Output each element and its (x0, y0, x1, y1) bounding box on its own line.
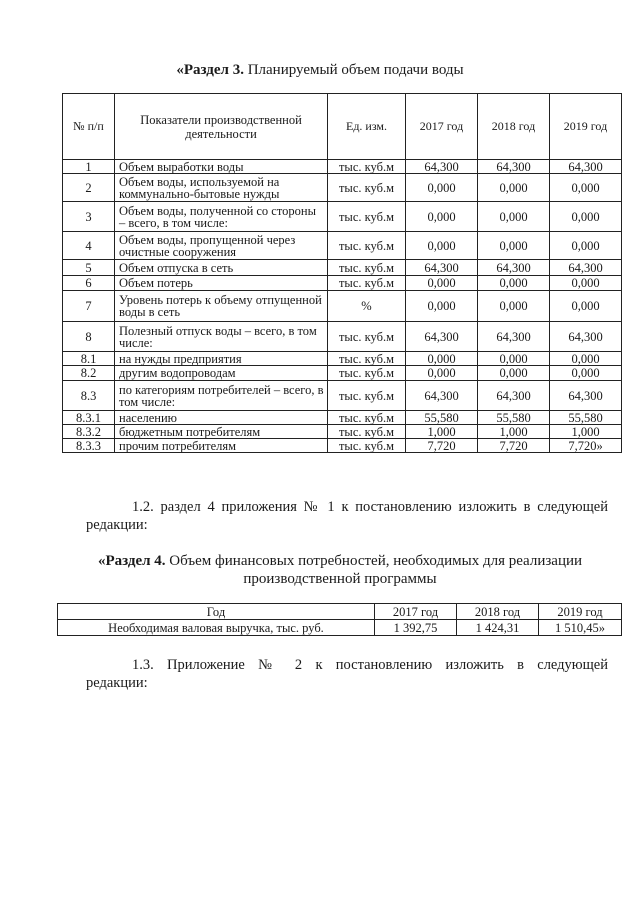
section4-title (0, 553, 640, 570)
row-unit: тыс. куб.м (328, 174, 406, 202)
value-2018: 64,300 (478, 322, 550, 352)
table-row (63, 425, 622, 439)
row-unit: тыс. куб.м (328, 439, 406, 453)
row-indicator: по категориям потребителей – всего, в том числе: (115, 381, 328, 411)
table-row (63, 276, 622, 291)
value-2017: 0,000 (406, 366, 478, 381)
value-2017: 0,000 (406, 352, 478, 366)
row-number: 3 (63, 202, 115, 232)
row-number: 8.3.2 (63, 425, 115, 439)
header-year: Год (58, 604, 375, 620)
row-number: 6 (63, 276, 115, 291)
table-header-row (63, 94, 622, 160)
row-number: 8.2 (63, 366, 115, 381)
row-number: 7 (63, 291, 115, 322)
header-2019: 2019 год (539, 604, 622, 620)
water-supply-table (62, 93, 622, 453)
value-2017: 55,580 (406, 411, 478, 425)
paragraph-1-2-line1: 1.2. раздел 4 приложения № 1 к постановлению изложить в следующей (132, 499, 608, 515)
header-2017: 2017 год (406, 94, 478, 160)
value-2018: 0,000 (478, 202, 550, 232)
paragraph-1-2-line2: редакции: (86, 517, 148, 533)
table-row (63, 232, 622, 260)
value-2017: 1 392,75 (375, 620, 457, 636)
row-label: Необходимая валовая выручка, тыс. руб. (58, 620, 375, 636)
header-2018: 2018 год (478, 94, 550, 160)
value-2019: 0,000 (550, 352, 622, 366)
value-2017: 64,300 (406, 160, 478, 174)
paragraph-1-3-line1: 1.3. Приложение № 2 к постановлению изложить в следующей (132, 657, 608, 673)
value-2018: 0,000 (478, 276, 550, 291)
value-2019: 0,000 (550, 276, 622, 291)
row-number: 8.3.1 (63, 411, 115, 425)
row-unit: тыс. куб.м (328, 260, 406, 276)
paragraph-1-3-line2: редакции: (86, 675, 148, 691)
value-2017: 64,300 (406, 260, 478, 276)
value-2018: 1,000 (478, 425, 550, 439)
value-2017: 0,000 (406, 202, 478, 232)
row-indicator: прочим потребителям (115, 439, 328, 453)
section4-title-bold: «Раздел 4. (97, 553, 166, 569)
value-2017: 7,720 (406, 439, 478, 453)
section3-title (0, 62, 640, 79)
table-row (63, 202, 622, 232)
table-row (63, 260, 622, 276)
table-row (63, 366, 622, 381)
value-2018: 1 424,31 (457, 620, 539, 636)
row-unit: тыс. куб.м (328, 411, 406, 425)
value-2017: 0,000 (406, 174, 478, 202)
row-number: 8.3 (63, 381, 115, 411)
value-2019: 64,300 (550, 260, 622, 276)
value-2018: 64,300 (478, 160, 550, 174)
row-indicator: Объем воды, пропущенной через очистные сооружения (115, 232, 328, 260)
row-indicator: бюджетным потребителям (115, 425, 328, 439)
row-indicator: Полезный отпуск воды – всего, в том числе: (115, 322, 328, 352)
value-2018: 0,000 (478, 366, 550, 381)
value-2018: 64,300 (478, 260, 550, 276)
row-indicator: Уровень потерь к объему отпущенной воды в сеть (115, 291, 328, 322)
row-unit: тыс. куб.м (328, 366, 406, 381)
value-2019: 0,000 (550, 232, 622, 260)
value-2018: 7,720 (478, 439, 550, 453)
row-number: 4 (63, 232, 115, 260)
row-indicator: другим водопроводам (115, 366, 328, 381)
row-unit: тыс. куб.м (328, 160, 406, 174)
row-unit: тыс. куб.м (328, 322, 406, 352)
value-2017: 64,300 (406, 381, 478, 411)
table-row (58, 620, 622, 636)
value-2018: 64,300 (478, 381, 550, 411)
row-unit: тыс. куб.м (328, 276, 406, 291)
row-indicator: населению (115, 411, 328, 425)
header-2019: 2019 год (550, 94, 622, 160)
row-number: 2 (63, 174, 115, 202)
header-indicator: Показатели производственной деятельности (115, 94, 328, 160)
row-unit: тыс. куб.м (328, 425, 406, 439)
row-indicator: на нужды предприятия (115, 352, 328, 366)
row-indicator: Объем отпуска в сеть (115, 260, 328, 276)
table-header-row (58, 604, 622, 620)
value-2019: 0,000 (550, 174, 622, 202)
table-row (63, 381, 622, 411)
row-number: 8 (63, 322, 115, 352)
header-unit: Ед. изм. (328, 94, 406, 160)
value-2019: 55,580 (550, 411, 622, 425)
section4-title-rest: Объем финансовых потребностей, необходимых для реализации (165, 553, 583, 569)
row-unit: тыс. куб.м (328, 381, 406, 411)
row-number: 5 (63, 260, 115, 276)
value-2017: 0,000 (406, 291, 478, 322)
row-number: 8.1 (63, 352, 115, 366)
section4-title-line2: производственной программы (243, 571, 437, 587)
header-num: № п/п (63, 94, 115, 160)
value-2017: 64,300 (406, 322, 478, 352)
table-row (63, 291, 622, 322)
value-2018: 0,000 (478, 174, 550, 202)
section3-title-rest: Планируемый объем подачи воды (243, 62, 464, 78)
table-row (63, 322, 622, 352)
row-indicator: Объем выработки воды (115, 160, 328, 174)
table-row (63, 352, 622, 366)
row-indicator: Объем воды, используемой на коммунально-бытовые нужды (115, 174, 328, 202)
header-2017: 2017 год (375, 604, 457, 620)
row-unit: % (328, 291, 406, 322)
row-indicator: Объем воды, полученной со стороны – всего, в том числе: (115, 202, 328, 232)
value-2019: 64,300 (550, 160, 622, 174)
value-2017: 1,000 (406, 425, 478, 439)
value-2018: 55,580 (478, 411, 550, 425)
row-unit: тыс. куб.м (328, 202, 406, 232)
value-2017: 0,000 (406, 232, 478, 260)
financial-needs-table (57, 603, 622, 636)
value-2019: 0,000 (550, 202, 622, 232)
row-number: 1 (63, 160, 115, 174)
row-number: 8.3.3 (63, 439, 115, 453)
value-2018: 0,000 (478, 352, 550, 366)
table-row (63, 160, 622, 174)
value-2019: 0,000 (550, 366, 622, 381)
value-2019: 64,300 (550, 322, 622, 352)
section3-title-bold: «Раздел 3. (176, 62, 244, 78)
value-2019: 0,000 (550, 291, 622, 322)
table-row (63, 174, 622, 202)
value-2018: 0,000 (478, 291, 550, 322)
value-2019: 1,000 (550, 425, 622, 439)
value-2017: 0,000 (406, 276, 478, 291)
row-indicator: Объем потерь (115, 276, 328, 291)
row-unit: тыс. куб.м (328, 232, 406, 260)
table-row (63, 411, 622, 425)
table-row (63, 439, 622, 453)
value-2019: 64,300 (550, 381, 622, 411)
value-2019: 1 510,45» (539, 620, 622, 636)
value-2018: 0,000 (478, 232, 550, 260)
row-unit: тыс. куб.м (328, 352, 406, 366)
value-2019: 7,720» (550, 439, 622, 453)
header-2018: 2018 год (457, 604, 539, 620)
